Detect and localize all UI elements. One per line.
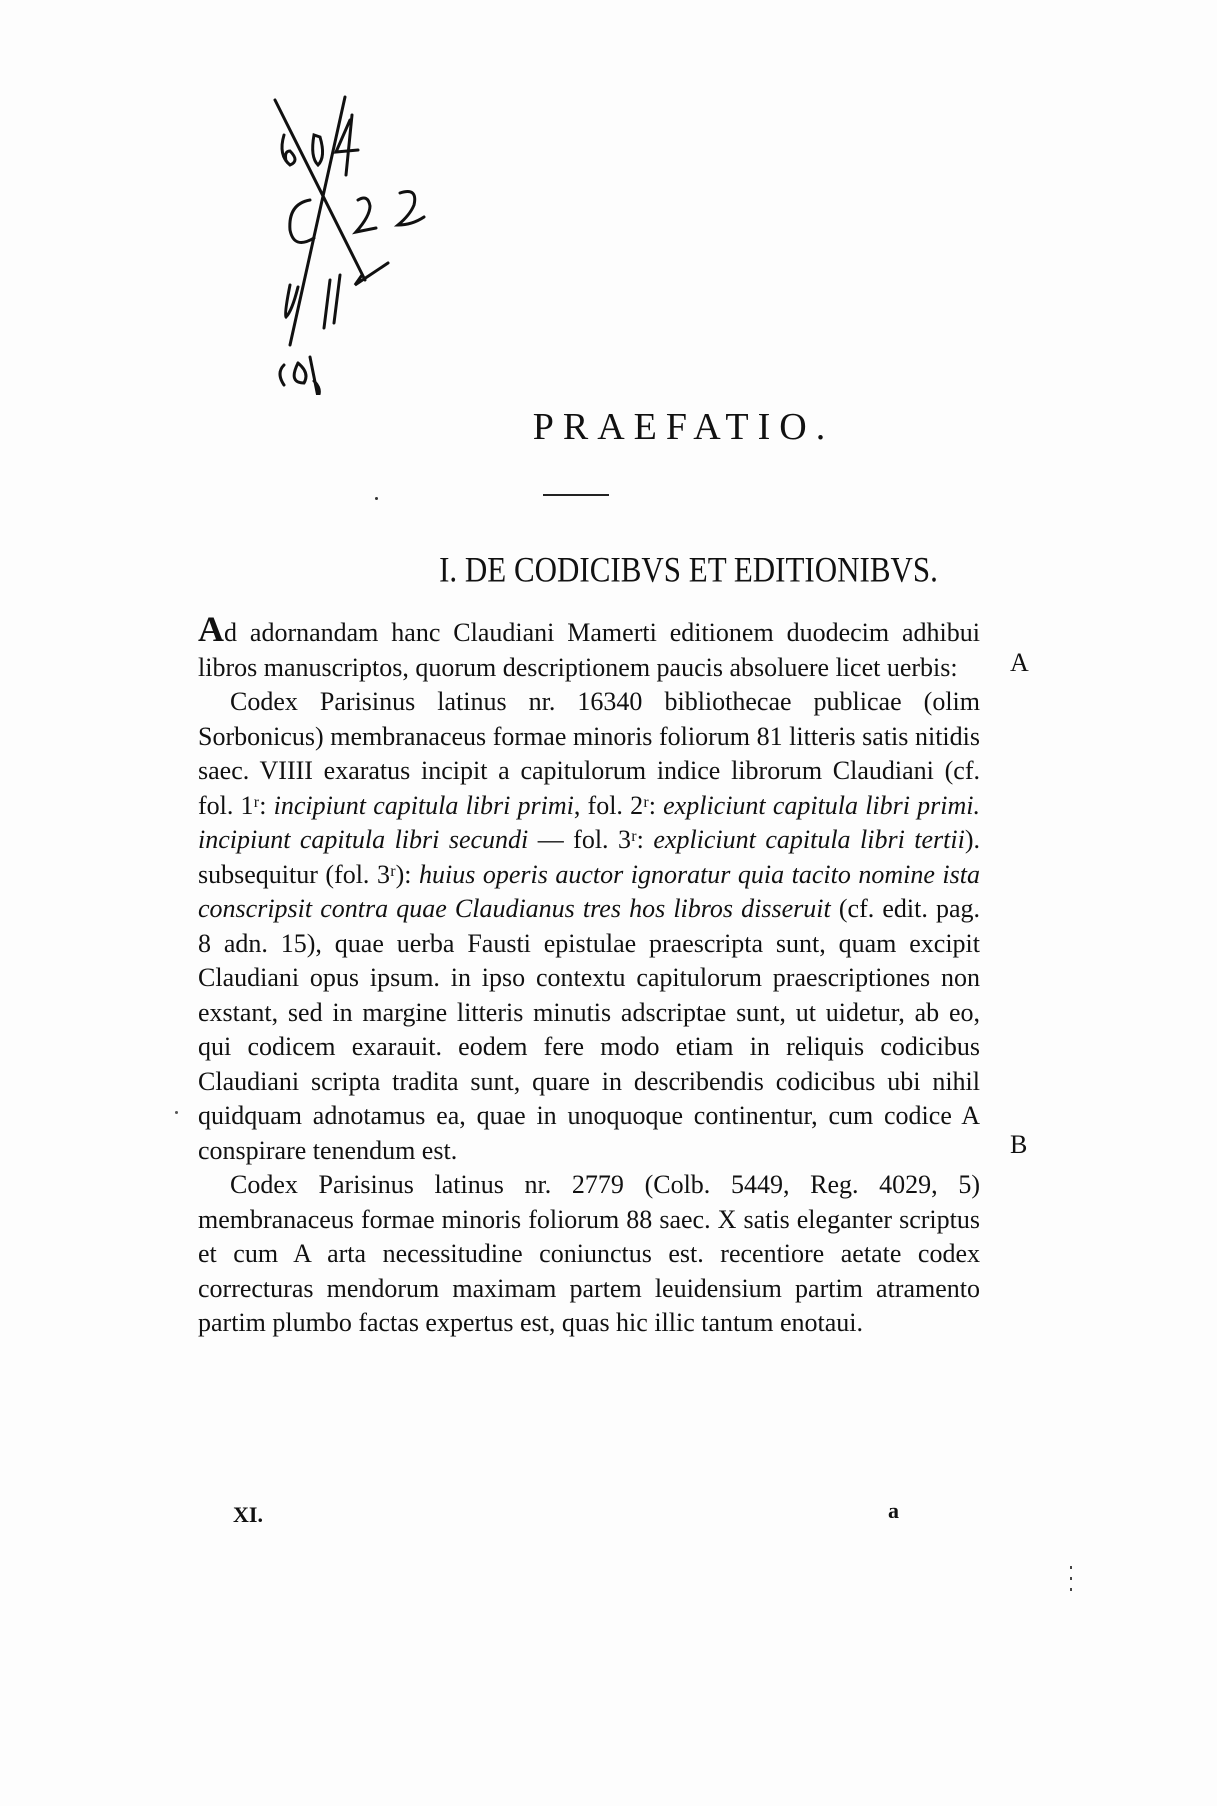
gathering-letter: a: [888, 1498, 899, 1523]
drop-cap: A: [198, 609, 224, 649]
title-divider: [543, 494, 609, 496]
margin-siglum-a: A: [1010, 648, 1029, 677]
paragraph-text: d adornandam hanc Claudiani Mamerti editionem duodecim adhibui libros manuscriptos, quorum descriptionem paucis absoluere licet uerbis:: [198, 618, 980, 682]
italic-segment: expliciunt capitula libri primi. incipiunt capitula libri secundi: [198, 790, 980, 854]
stray-dot: [375, 497, 378, 500]
scan-specks: [1070, 1560, 1074, 1640]
body-text: [198, 609, 981, 1341]
paragraph-codex-a: [198, 685, 980, 1168]
signature-mark: XI.: [233, 1502, 263, 1527]
italic-segment: expliciunt capitula libri tertii: [653, 825, 965, 854]
section-heading: I. DE CODICIBVS ET EDITIONIBVS.: [439, 549, 938, 590]
text-segment: (cf. edit. pag. 8 adn. 15), quae uerba Fausti epistulae praescripta sunt, quam excipit Claudiani opus ipsum. in ipso contextu capitulorum praescriptiones non exstant, sed in margine litteris minutis adscriptae sunt, ut uidetur, ab eo, qui codicem exarauit. eodem fere modo etiam in reliquis codicibus Claudiani scripta tradita sunt, quare in describendis codicibus ubi nihil quidquam adnotamus ea, quae in unoquoque continentur, cum codice A conspirare tenendum est.: [198, 894, 981, 1165]
italic-segment: huius operis auctor ignoratur quia tacito nomine ista conscripsit contra quae Claudianus tres hos libros disseruit: [198, 859, 980, 923]
margin-siglum-b: B: [1010, 1130, 1028, 1159]
text-segment: ). subsequitur (fol. 3ʳ):: [198, 825, 980, 889]
text-segment: — fol. 3ʳ:: [528, 825, 654, 854]
paragraph-intro: [198, 609, 980, 685]
page-title: PRAEFATIO.: [532, 406, 835, 448]
italic-segment: incipiunt capitula libri primi: [273, 790, 574, 820]
text-segment: , fol. 2ʳ:: [573, 790, 664, 820]
handwritten-shelfmark-annotation: [270, 95, 470, 395]
text-segment: Codex Parisinus latinus nr. 2779 (Colb. 5449, Reg. 4029, 5) membranaceus formae minoris foliorum 88 saec. X satis eleganter scriptus et cum A arta necessitudine coniunctus est. recentiore aetate codex correcturas mendorum maximam partem leuidensium partim atramento partim plumbo factas expertus est, quas hic illic tantum enotaui.: [198, 1170, 980, 1337]
stray-dot: [175, 1111, 178, 1114]
text-segment: Codex Parisinus latinus nr. 16340 bibliothecae publicae (olim Sorbonicus) membranaceus formae minoris foliorum 81 litteris satis nitidis saec. VIIII exaratus incipit a capitulorum indice librorum Claudiani (cf. fol. 1ʳ:: [198, 687, 980, 820]
paragraph-codex-b: [198, 1168, 980, 1341]
